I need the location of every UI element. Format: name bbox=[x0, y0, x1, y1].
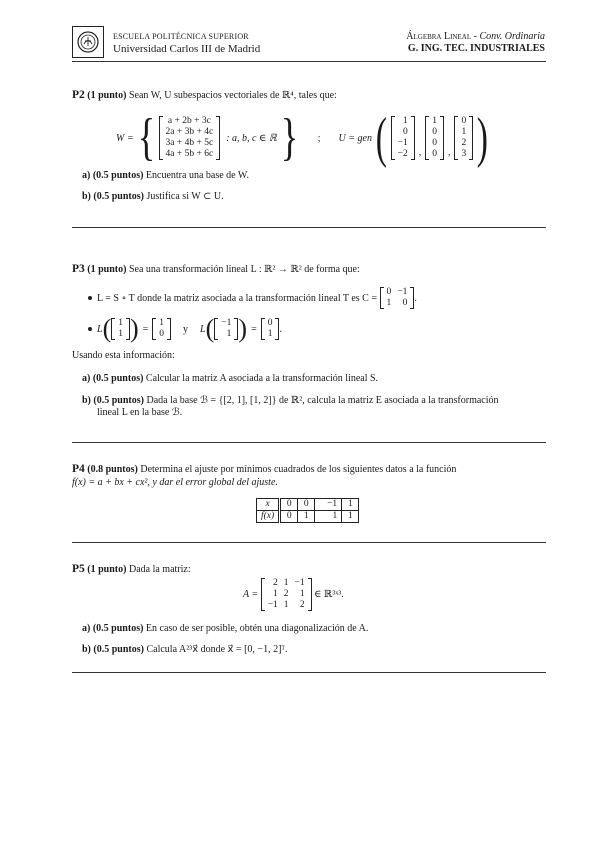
p2-b-label: b) bbox=[82, 191, 91, 202]
course-line bbox=[406, 31, 545, 42]
w-vector bbox=[159, 116, 221, 160]
p3-a-text: Calcular la matriz A asociada a la transformación lineal S. bbox=[145, 373, 379, 384]
p2-heading bbox=[72, 89, 337, 101]
conjunction: y bbox=[183, 323, 189, 335]
c-entry: −1 bbox=[397, 287, 408, 297]
p5-matrix-row bbox=[243, 575, 344, 613]
vector-img1 bbox=[152, 318, 171, 340]
bullet bbox=[88, 327, 92, 331]
p2-subspaces: W = { a + 2b + 3c 2a + 3b + 4c 3a + 4b + 5c 4a + 5b + 6c : a, b, c ∈ ℝ } ; U = gen ( 1 0 −1 −2 , 1 0 0 0 , 0 1 2 3 ) bbox=[116, 107, 489, 169]
a-entry: 1 bbox=[273, 588, 278, 599]
p3-bullet-1: L = S ∘ T donde la matriz asociada a la transformación lineal T es C = 0 −1 1 0 . bbox=[97, 287, 417, 308]
p5-rule bbox=[72, 672, 546, 673]
u-entry: 0 bbox=[461, 116, 467, 126]
matrix-c bbox=[380, 287, 415, 309]
bullet bbox=[88, 296, 92, 300]
p3-usage bbox=[72, 350, 175, 361]
table-cell: 0 bbox=[280, 499, 298, 511]
w-entry: a + 2b + 3c bbox=[167, 116, 211, 126]
a-entry: 2 bbox=[273, 577, 278, 588]
w-lhs: W = bbox=[116, 132, 134, 144]
p5-b-points: (0.5 puntos) bbox=[93, 644, 144, 655]
seal-icon bbox=[73, 27, 103, 57]
p5-label: P5 bbox=[72, 563, 85, 575]
p4-text-1: Determina el ajuste por mínimos cuadrados de los siguientes datos a la función bbox=[140, 463, 457, 475]
a-entry: 2 bbox=[299, 599, 305, 610]
table-cell: 0 bbox=[280, 511, 298, 523]
p5-b-label: b) bbox=[82, 644, 91, 655]
p4-data-table bbox=[256, 498, 359, 523]
separator: ; bbox=[317, 132, 321, 144]
vector-img2 bbox=[261, 318, 280, 340]
p5-a-text: En caso de ser posible, obtén una diagonalización de A. bbox=[145, 623, 369, 634]
a-entry: 1 bbox=[299, 588, 305, 599]
table-cell: 1 bbox=[298, 511, 315, 523]
p5-part-a bbox=[82, 623, 368, 634]
p2-label: P2 bbox=[72, 89, 85, 101]
p2-part-b bbox=[82, 191, 224, 202]
p4-heading bbox=[72, 463, 456, 475]
p3-bullet-2: L ( 1 1 ) = 1 0 y L ( −1 1 ) = 0 1 . bbox=[97, 314, 282, 343]
p3-bullet1-text: L = S ∘ T donde la matriz asociada a la transformación lineal T es C = bbox=[97, 292, 377, 304]
p3-heading bbox=[72, 263, 360, 275]
a-space: ∈ ℝ³ˣ³. bbox=[314, 588, 344, 600]
u-vector-2 bbox=[425, 116, 444, 160]
v-entry: 0 bbox=[267, 318, 273, 328]
p3-part-a bbox=[82, 373, 378, 384]
u-entry: 1 bbox=[432, 116, 437, 126]
equals: = bbox=[142, 323, 149, 335]
p3-a-label: a) bbox=[82, 373, 91, 384]
header-rule bbox=[72, 61, 546, 62]
matrix-a bbox=[261, 578, 312, 611]
table-cell: 1 bbox=[342, 499, 359, 511]
u-entry: −2 bbox=[397, 149, 408, 159]
table-row bbox=[257, 511, 359, 523]
call-name: Conv. Ordinaria bbox=[479, 31, 545, 42]
p5-intro: Dada la matriz: bbox=[128, 563, 191, 575]
fx-header: f(x) bbox=[257, 511, 280, 523]
v-entry: 1 bbox=[118, 318, 123, 328]
table-row bbox=[257, 499, 359, 511]
w-entry: 4a + 5b + 6c bbox=[165, 149, 214, 159]
p4-text-2: f(x) = a + bx + cx², y dar el error global del ajuste. bbox=[72, 477, 278, 488]
p3-part-b bbox=[82, 395, 499, 406]
a-entry: 1 bbox=[283, 577, 289, 588]
x-header: x bbox=[257, 499, 280, 511]
course-name: Álgebra Lineal bbox=[406, 31, 472, 42]
left-paren: ( bbox=[375, 107, 387, 169]
a-entry: −1 bbox=[294, 577, 305, 588]
p3-b-text-1: Dada la base ℬ = {[2, 1], [1, 2]} de ℝ², calcula la matriz E asociada a la transformación bbox=[146, 395, 499, 406]
table-cell: 1 bbox=[315, 511, 342, 523]
u-lhs: U = gen bbox=[338, 132, 372, 144]
u-entry: 0 bbox=[432, 138, 437, 148]
u-entry: 0 bbox=[432, 149, 437, 159]
p2-b-points: (0.5 puntos) bbox=[93, 191, 144, 202]
p3-usage-text: Usando esta información: bbox=[72, 350, 175, 361]
a-entry: 2 bbox=[283, 588, 289, 599]
p5-points: (1 punto) bbox=[87, 563, 127, 575]
p3-rule bbox=[72, 442, 546, 443]
u-vector-3 bbox=[454, 116, 473, 160]
w-condition: : a, b, c ∈ ℝ bbox=[226, 132, 277, 144]
p3-a-points: (0.5 puntos) bbox=[92, 373, 144, 384]
l-symbol: L bbox=[200, 323, 206, 335]
v-entry: 1 bbox=[267, 329, 273, 339]
p4-line-2 bbox=[72, 477, 278, 488]
p3-b-label: b) bbox=[82, 395, 91, 406]
degree-name: G. ING. TEC. INDUSTRIALES bbox=[407, 43, 545, 54]
v-entry: 1 bbox=[118, 329, 123, 339]
u-entry: 2 bbox=[461, 138, 467, 148]
u-entry: 3 bbox=[461, 149, 467, 159]
w-entry: 2a + 3b + 4c bbox=[165, 127, 214, 137]
vector-v1 bbox=[111, 318, 130, 340]
table-cell: 1 bbox=[342, 511, 359, 523]
p5-part-b bbox=[82, 644, 288, 655]
table-cell: 0 bbox=[298, 499, 315, 511]
p5-a-label: a) bbox=[82, 623, 91, 634]
u-entry: 1 bbox=[402, 116, 408, 126]
p2-part-a bbox=[82, 170, 249, 181]
u-entry: 1 bbox=[461, 127, 467, 137]
p3-b-points: (0.5 puntos) bbox=[93, 395, 144, 406]
u-entry: 0 bbox=[402, 127, 408, 137]
p5-heading bbox=[72, 563, 191, 575]
course-dash: - bbox=[471, 31, 480, 42]
c-entry: 0 bbox=[402, 298, 408, 308]
p3-intro: Sea una transformación lineal L : ℝ² → ℝ² de forma que: bbox=[128, 263, 360, 275]
a-lhs: A = bbox=[243, 588, 259, 600]
p3-part-b-cont bbox=[97, 407, 182, 418]
l-symbol: L bbox=[97, 323, 103, 335]
a-entry: 1 bbox=[283, 599, 289, 610]
p4-points: (0.8 puntos) bbox=[87, 463, 138, 475]
v-entry: 1 bbox=[159, 318, 165, 328]
p2-points: (1 punto) bbox=[87, 89, 127, 101]
university-seal bbox=[72, 26, 104, 58]
p2-b-text: Justifica si W ⊂ U. bbox=[146, 191, 224, 202]
p5-b-text: Calcula A²³x⃗ donde x⃗ = [0, −1, 2]ᵀ. bbox=[146, 644, 288, 655]
p4-label: P4 bbox=[72, 463, 85, 475]
p5-a-points: (0.5 puntos) bbox=[92, 623, 144, 634]
p4-rule bbox=[72, 542, 546, 543]
w-entry: 3a + 4b + 5c bbox=[165, 138, 214, 148]
a-entry: −1 bbox=[267, 599, 278, 610]
v-entry: 1 bbox=[226, 329, 232, 339]
v-entry: 0 bbox=[159, 329, 165, 339]
school-name: ESCUELA POLITÉCNICA SUPERIOR bbox=[113, 32, 249, 41]
v-entry: −1 bbox=[221, 318, 232, 328]
p2-intro: Sean W, U subespacios vectoriales de ℝ⁴, tales que: bbox=[128, 89, 337, 101]
vector-v2 bbox=[214, 318, 238, 340]
p2-a-points: (0.5 puntos) bbox=[92, 170, 144, 181]
university-name: Universidad Carlos III de Madrid bbox=[113, 43, 261, 55]
p2-a-label: a) bbox=[82, 170, 91, 181]
p3-label: P3 bbox=[72, 263, 85, 275]
right-brace: } bbox=[280, 109, 299, 166]
c-entry: 1 bbox=[386, 298, 392, 308]
u-vector-1 bbox=[391, 116, 415, 160]
p2-rule bbox=[72, 227, 546, 228]
p2-a-text: Encuentra una base de W. bbox=[145, 170, 249, 181]
p3-points: (1 punto) bbox=[87, 263, 127, 275]
u-entry: 0 bbox=[432, 127, 437, 137]
p3-b-text-2: lineal L en la base ℬ. bbox=[97, 407, 183, 418]
table-cell: −1 bbox=[315, 499, 342, 511]
equals: = bbox=[251, 323, 257, 335]
u-entry: −1 bbox=[397, 138, 408, 148]
right-paren: ) bbox=[476, 107, 489, 169]
left-brace: { bbox=[137, 109, 155, 166]
c-entry: 0 bbox=[386, 287, 392, 297]
